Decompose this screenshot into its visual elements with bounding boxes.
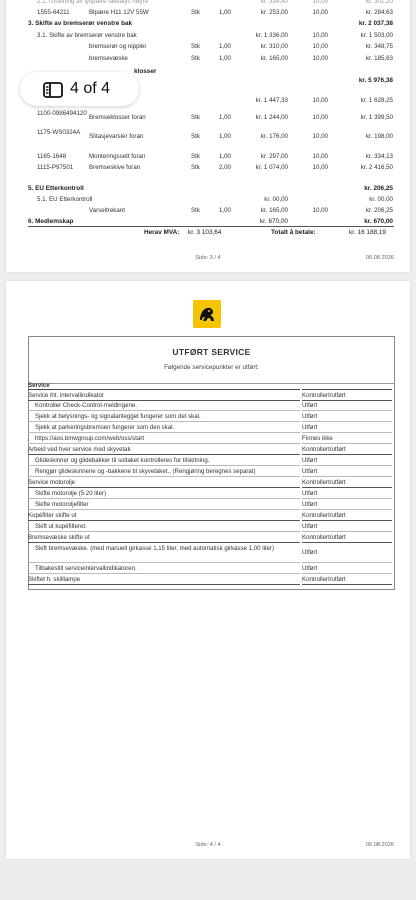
table-row: 1115-P97501 Bremseskive foran Stk 2,00 kr. 1 074,00 10,00 kr. 2 416,50 — [37, 164, 393, 171]
service-item-row: Rengjør glideskinnene og -bakkene til skyvetaket., (Rengjøring beregnes separat) Utført — [28, 467, 395, 477]
service-item-row: Kontroller Check-Control-meldingene. Utført — [28, 401, 395, 411]
section-total: kr. 5 976,38 — [358, 77, 393, 84]
table-row: bremsevæske Stk 1,00 kr. 165,00 10,00 kr. 185,63 — [89, 55, 393, 62]
table-row: Varseltrekant Stk 1,00 kr. 165,00 10,00 kr. 206,25 — [89, 207, 393, 214]
page-counter-text: 4 of 4 — [70, 80, 111, 97]
document-page-3: 2.1. Utskifting av lyspære fakkalys høyre kr. 334,40 10,00 kr. 301,20 1555-64211 Blpære H11 12V 55W Stk 1,00 kr. 253,00 10,00 kr. 284,63 3. Skifte av bremserør venstre bak kr. 2 037,38 3.1. Skifte av bremserør venstre bak kr. 1 336,00 10,00 kr. 1 503,00 bremserør og nippler Stk 1,00 kr. 310,00 10,00 kr. 348,75 bremsevæske Stk 1,00 kr. 165,00 10,00 kr. 185,63 klosser kr. 5 976,38 kr. 1 447,33 10,00 kr. 1 628,25 1100-0986494120 Bremseklosser foran Stk 1,00 kr. 1 244,00 10,00 kr. 1 399,50 1175-WS0324A Slitasjevarsler foran Stk 1,00 kr. 176,00 10,00 kr. 198,00 1165-1648 Monteringssett foran Stk 1,00 kr. 297,00 10,00 kr. 334,13 1115-P97501 Bremseskive foran Stk 2,00 kr. 1 074,00 10,00 kr. 2 416,50 5. EU Etterkontroll kr. 206,25 5.1. EU Etterkontroll kr. 00,00 kr. 00,00 Varseltrekant Stk 1,00 kr. 165,00 10,00 kr. 206,25 6. Medlemskap kr. 670,00 kr. 670,00 Herav MVA: kr. 3 103,64 Totalt å betale: kr. 16 188,19 Side: 3 / 4 06.08.2026 — [6, 0, 410, 272]
section-title: UTFØRT SERVICE — [172, 347, 251, 357]
service-item-row: Skift ut kupéfilteret. Utført — [28, 522, 395, 532]
bottom-fade — [0, 862, 416, 900]
subsection-row: 3.1. Skifte av bremserør venstre bak kr. 1 336,00 10,00 kr. 1 503,00 — [37, 32, 393, 39]
table-row: 1165-1648 Monteringssett foran Stk 1,00 kr. 297,00 10,00 kr. 334,13 — [37, 153, 393, 160]
service-item-row: Skifte motoroljefilter Utført — [28, 500, 395, 510]
service-item-row: Skifte motorolje (5.20 liter) Utført — [28, 489, 395, 499]
service-category-row: Arbeid ved hver service med skyvetak Kontrollert/utført — [28, 445, 395, 455]
section-heading: klosser — [134, 68, 157, 75]
service-category-row: Service iht. intervallindikator Kontrollert/utført — [28, 391, 395, 401]
service-item-row: Skift bremsevæske. (med manuell girkasse 1,15 liter, med automatisk girkasse 1,00 liter) Utført — [28, 544, 395, 563]
section-heading: 3. Skifte av bremserør venstre bak kr. 2 037,38 — [28, 20, 393, 27]
brand-logo — [193, 300, 221, 328]
section-heading: 6. Medlemskap kr. 670,00 kr. 670,00 — [28, 218, 393, 225]
table-row: bremserør og nippler Stk 1,00 kr. 310,00 10,00 kr. 348,75 — [89, 43, 393, 50]
service-item-row: Sjekk at parkeringsbremsen fungerer som den skal. Utført — [28, 423, 395, 433]
service-item-row: Sjekk at belysnings- og signalanlegget fungerer som det skal. Utført — [28, 412, 395, 422]
pages-icon — [43, 82, 63, 98]
service-item-row: https://aos.bmwgroup.com/web/oss/start Finnes ikke — [28, 434, 395, 444]
table-row: 1555-64211 Blpære H11 12V 55W Stk 1,00 kr. 253,00 10,00 kr. 284,63 — [37, 9, 393, 16]
service-category-row: Bremsevæske skifte ut Kontrollert/utført — [28, 533, 395, 543]
service-category-row: Kupéfilter skifte ut Kontrollert/utført — [28, 511, 395, 521]
service-item-row: Tilbakestill serviceintervallindikatoren. Utført — [28, 564, 395, 574]
section-subtitle: Følgende servicepunkter er utført: — [164, 364, 259, 371]
subsection-row: kr. 1 447,33 10,00 kr. 1 628,25 — [255, 97, 393, 104]
table-row: 2.1. Utskifting av lyspære fakkalys høyre kr. 334,40 10,00 kr. 301,20 — [37, 0, 393, 5]
service-category-row: Service motorolje Kontrollert/utført — [28, 478, 395, 488]
subsection-row: 5.1. EU Etterkontroll kr. 00,00 kr. 00,00 — [37, 196, 393, 203]
table-header: Service — [28, 381, 395, 390]
table-row: 1175-WS0324A Slitasjevarsler foran Stk 1,00 kr. 176,00 10,00 kr. 198,00 — [37, 129, 393, 140]
document-page-4: UTFØRT SERVICE Følgende servicepunkter er utført: Service Service iht. intervallindikator Kontrollert/utført Kontroller Check-Control-meldingene. Utført Sjekk at belysnings- og signalanlegget fungerer som det skal. Utført Sjekk at parkeringsbremsen fungerer som den skal. Utført https://aos.bmwgroup.com/web/oss/start Finnes ikke Arbeid ved hver service med skyvetak Kontrollert/utført Glideskinner og glidebakker til soltaket kontrolleres for tilskitning. Utført Rengjør glideskinnene og -bakkene til skyvetaket., (Rengjøring beregnes separat) Utført Service motorolje Kontrollert/utført Skifte motorolje (5.20 liter) Utført Skifte motoroljefilter Utført Kupéfilter skifte ut Kontrollert/utført Skift ut kupéfilteret. Utført Bremsevæske skifte ut Kontrollert/utført Skift bremsevæske. (med manuell girkasse 1,15 liter, med automatisk girkasse 1,00 liter) Utført Tilbakestill serviceintervallindikatoren. Utført Skiftet h. skilllampe Kontrollert/utført Side: 4 / 4 06.08.2026 — [6, 281, 410, 859]
lion-logo-icon — [193, 300, 221, 328]
table-row: 1100-0986494120 Bremseklosser foran Stk 1,00 kr. 1 244,00 10,00 kr. 1 399,50 — [37, 110, 393, 121]
page-counter-badge[interactable] — [20, 72, 139, 106]
section-heading: 5. EU Etterkontroll kr. 206,25 — [28, 185, 393, 192]
service-category-row: Skiftet h. skilllampe Kontrollert/utført — [28, 575, 395, 585]
invoice-summary: Herav MVA: kr. 3 103,64 Totalt å betale: kr. 16 188,19 — [144, 229, 386, 236]
service-item-row: Glideskinner og glidebakker til soltaket kontrolleres for tilskitning. Utført — [28, 456, 395, 466]
